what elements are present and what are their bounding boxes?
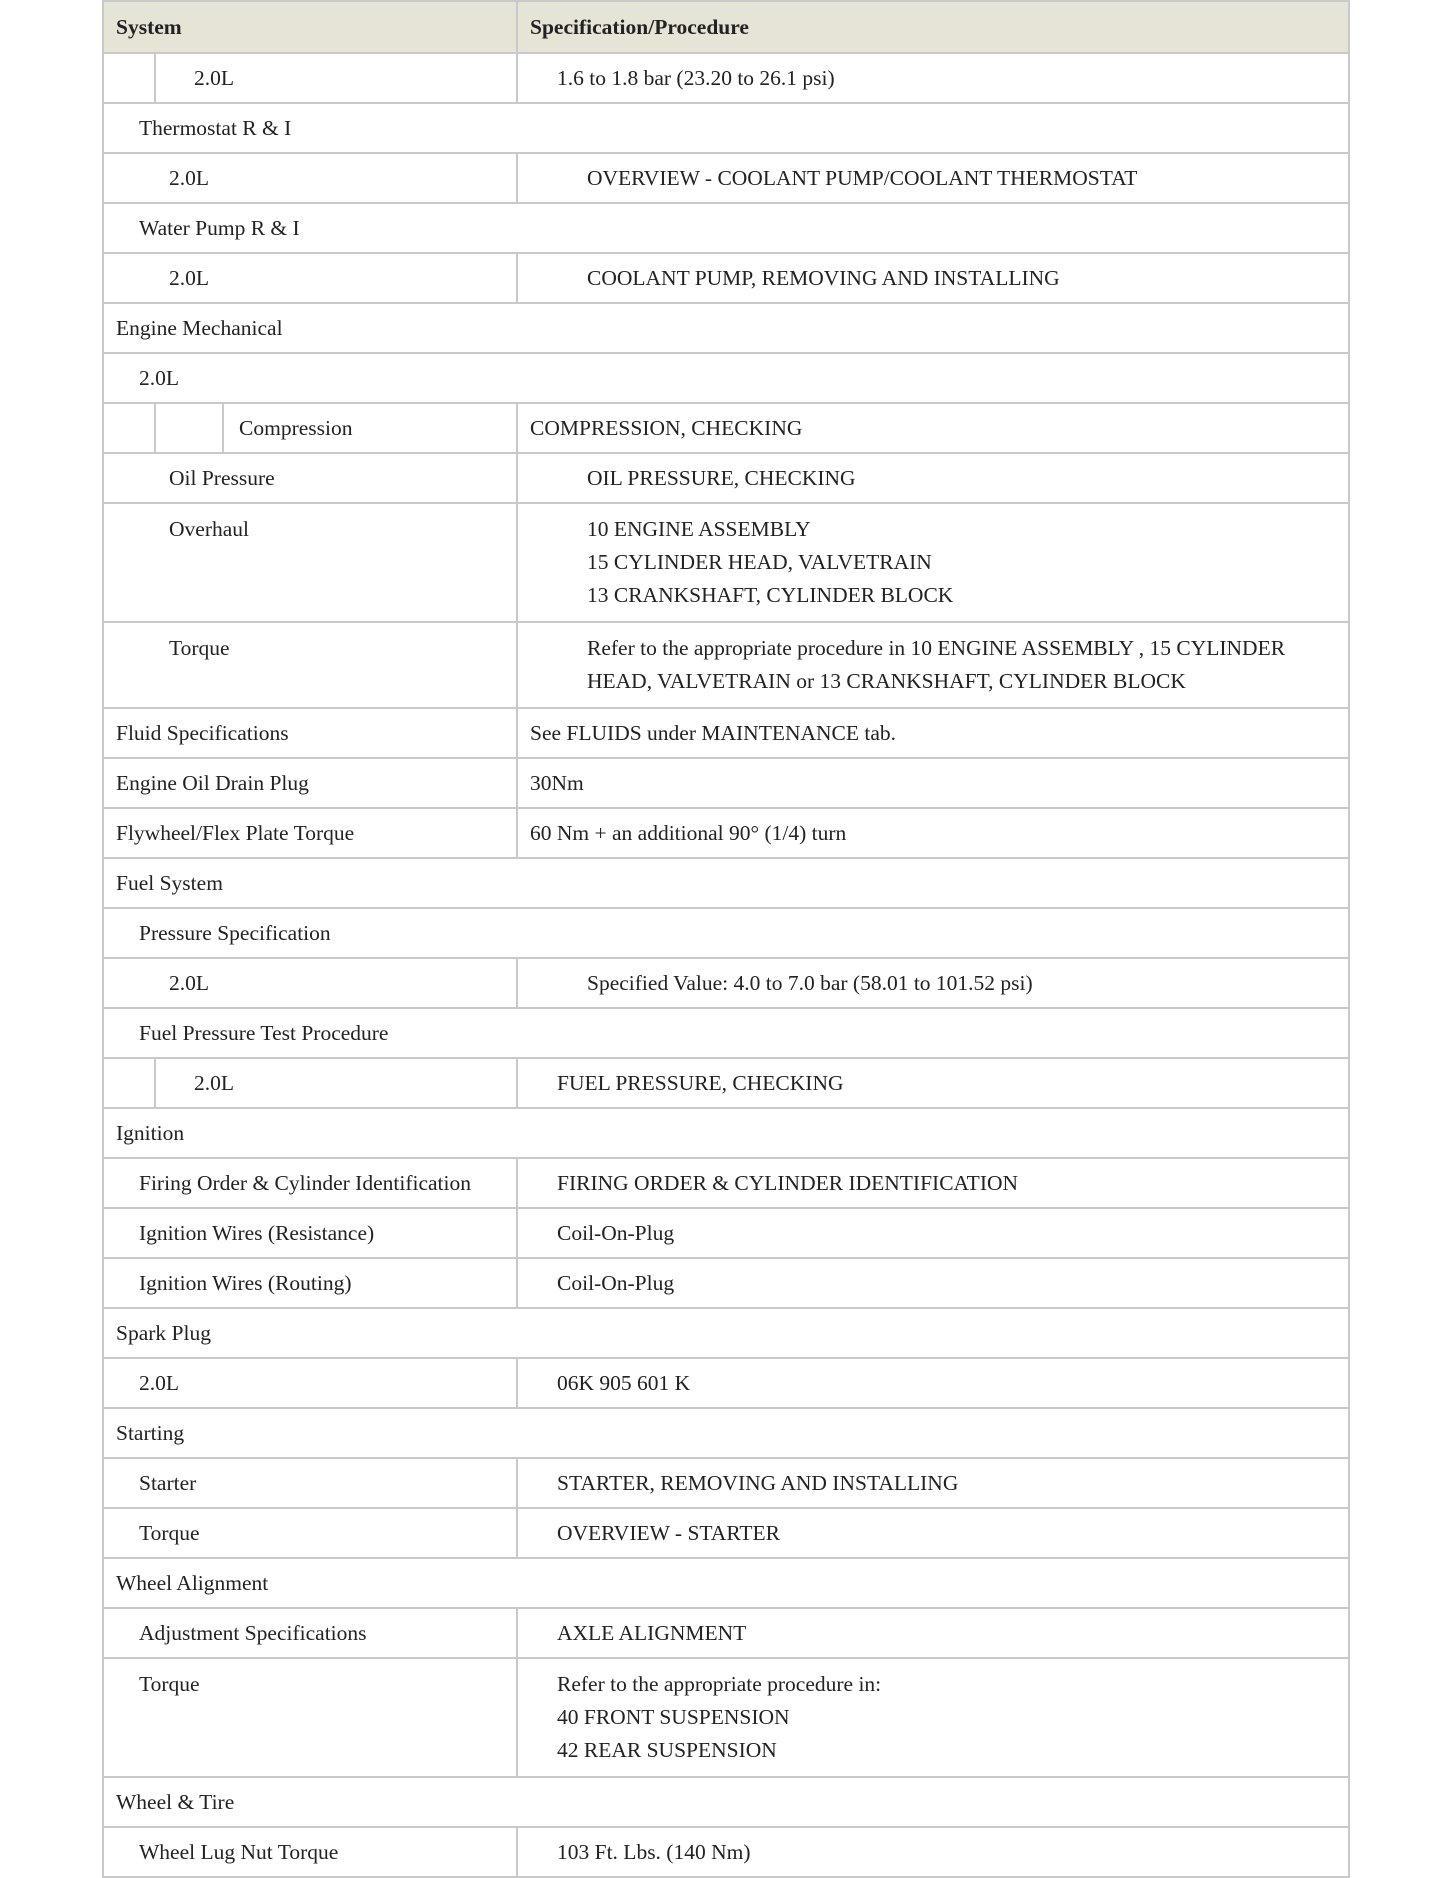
row-label: Fluid Specifications xyxy=(103,708,517,758)
value-line: HEAD, VALVETRAIN or 13 CRANKSHAFT, CYLINDER BLOCK xyxy=(587,669,1186,693)
table-row xyxy=(103,353,1349,403)
table-row xyxy=(103,1558,1349,1608)
row-value: See FLUIDS under MAINTENANCE tab. xyxy=(517,708,1349,758)
table-row xyxy=(103,708,1349,758)
row-label: Torque xyxy=(103,1658,517,1777)
row-label: 2.0L xyxy=(103,958,517,1008)
header-spec: Specification/Procedure xyxy=(517,1,1349,53)
table-row xyxy=(103,1208,1349,1258)
table-row xyxy=(103,858,1349,908)
row-label: 2.0L xyxy=(103,253,517,303)
table-header-row xyxy=(103,1,1349,53)
row-label: 2.0L xyxy=(103,153,517,203)
value-line: 15 CYLINDER HEAD, VALVETRAIN xyxy=(587,550,932,574)
value-line: 42 REAR SUSPENSION xyxy=(557,1738,777,1762)
table-row xyxy=(103,1258,1349,1308)
table-row xyxy=(103,303,1349,353)
row-label: 2.0L xyxy=(103,353,1349,403)
row-label: Fuel Pressure Test Procedure xyxy=(103,1008,1349,1058)
row-label: Starter xyxy=(103,1458,517,1508)
spec-table xyxy=(102,0,1350,1878)
row-value: 103 Ft. Lbs. (140 Nm) xyxy=(517,1827,1349,1877)
table-row xyxy=(103,1008,1349,1058)
row-label: Engine Oil Drain Plug xyxy=(103,758,517,808)
table-row xyxy=(103,103,1349,153)
section-heading: Ignition xyxy=(103,1108,1349,1158)
table-row xyxy=(103,1358,1349,1408)
row-label: Ignition Wires (Routing) xyxy=(103,1258,517,1308)
value-line: Refer to the appropriate procedure in 10 ENGINE ASSEMBLY , 15 CYLINDER xyxy=(587,636,1286,660)
row-value: COMPRESSION, CHECKING xyxy=(517,403,1349,453)
table-row xyxy=(103,622,1349,708)
table-row xyxy=(103,1458,1349,1508)
row-label: 2.0L xyxy=(194,65,235,90)
row-value: 60 Nm + an additional 90° (1/4) turn xyxy=(517,808,1349,858)
row-label: Adjustment Specifications xyxy=(103,1608,517,1658)
table-row xyxy=(103,53,1349,103)
table-row xyxy=(103,453,1349,503)
table-row xyxy=(103,403,1349,453)
row-label: Ignition Wires (Resistance) xyxy=(103,1208,517,1258)
value-line: 40 FRONT SUSPENSION xyxy=(557,1705,790,1729)
row-value: 06K 905 601 K xyxy=(517,1358,1349,1408)
row-value xyxy=(517,622,1349,708)
row-label: Torque xyxy=(103,1508,517,1558)
row-value: COOLANT PUMP, REMOVING AND INSTALLING xyxy=(517,253,1349,303)
row-label: Overhaul xyxy=(103,503,517,622)
table-row xyxy=(103,908,1349,958)
row-value: OVERVIEW - STARTER xyxy=(517,1508,1349,1558)
row-value: OIL PRESSURE, CHECKING xyxy=(517,453,1349,503)
table-row xyxy=(103,1658,1349,1777)
row-label: 2.0L xyxy=(194,1070,235,1095)
indent-gutter xyxy=(104,1059,156,1107)
indent-gutter xyxy=(104,404,156,452)
table-row xyxy=(103,958,1349,1008)
row-label: Compression xyxy=(239,415,353,440)
row-label: Flywheel/Flex Plate Torque xyxy=(103,808,517,858)
row-value: 30Nm xyxy=(517,758,1349,808)
table-row xyxy=(103,808,1349,858)
table-row xyxy=(103,1408,1349,1458)
row-label: Firing Order & Cylinder Identification xyxy=(103,1158,517,1208)
indent-gutter xyxy=(104,54,156,102)
table-row xyxy=(103,1777,1349,1827)
table-row xyxy=(103,1608,1349,1658)
table-row xyxy=(103,1158,1349,1208)
value-line: 10 ENGINE ASSEMBLY xyxy=(587,517,811,541)
row-label: Wheel Lug Nut Torque xyxy=(103,1827,517,1877)
table-row xyxy=(103,253,1349,303)
row-value: STARTER, REMOVING AND INSTALLING xyxy=(517,1458,1349,1508)
row-label: Pressure Specification xyxy=(103,908,1349,958)
table-row xyxy=(103,203,1349,253)
table-row xyxy=(103,1058,1349,1108)
row-value: Coil-On-Plug xyxy=(517,1258,1349,1308)
row-label: 2.0L xyxy=(103,1358,517,1408)
row-value xyxy=(517,503,1349,622)
indent-gutter xyxy=(156,404,224,452)
table-row xyxy=(103,153,1349,203)
table-row xyxy=(103,503,1349,622)
section-heading: Engine Mechanical xyxy=(103,303,1349,353)
row-label: Oil Pressure xyxy=(103,453,517,503)
row-label: Water Pump R & I xyxy=(103,203,1349,253)
row-value: FUEL PRESSURE, CHECKING xyxy=(517,1058,1349,1108)
row-value xyxy=(517,1658,1349,1777)
section-heading: Fuel System xyxy=(103,858,1349,908)
section-heading: Wheel Alignment xyxy=(103,1558,1349,1608)
table-row xyxy=(103,758,1349,808)
row-value: OVERVIEW - COOLANT PUMP/COOLANT THERMOSTAT xyxy=(517,153,1349,203)
table-row xyxy=(103,1108,1349,1158)
value-line: 13 CRANKSHAFT, CYLINDER BLOCK xyxy=(587,583,954,607)
header-system: System xyxy=(103,1,517,53)
section-heading: Spark Plug xyxy=(103,1308,1349,1358)
table-row xyxy=(103,1508,1349,1558)
table-row xyxy=(103,1308,1349,1358)
row-value: FIRING ORDER & CYLINDER IDENTIFICATION xyxy=(517,1158,1349,1208)
row-value: 1.6 to 1.8 bar (23.20 to 26.1 psi) xyxy=(517,53,1349,103)
row-label: Torque xyxy=(103,622,517,708)
section-heading: Wheel & Tire xyxy=(103,1777,1349,1827)
row-value: Coil-On-Plug xyxy=(517,1208,1349,1258)
value-line: Refer to the appropriate procedure in: xyxy=(557,1672,882,1696)
section-heading: Starting xyxy=(103,1408,1349,1458)
row-label: Thermostat R & I xyxy=(103,103,1349,153)
row-value: AXLE ALIGNMENT xyxy=(517,1608,1349,1658)
row-value: Specified Value: 4.0 to 7.0 bar (58.01 to 101.52 psi) xyxy=(517,958,1349,1008)
